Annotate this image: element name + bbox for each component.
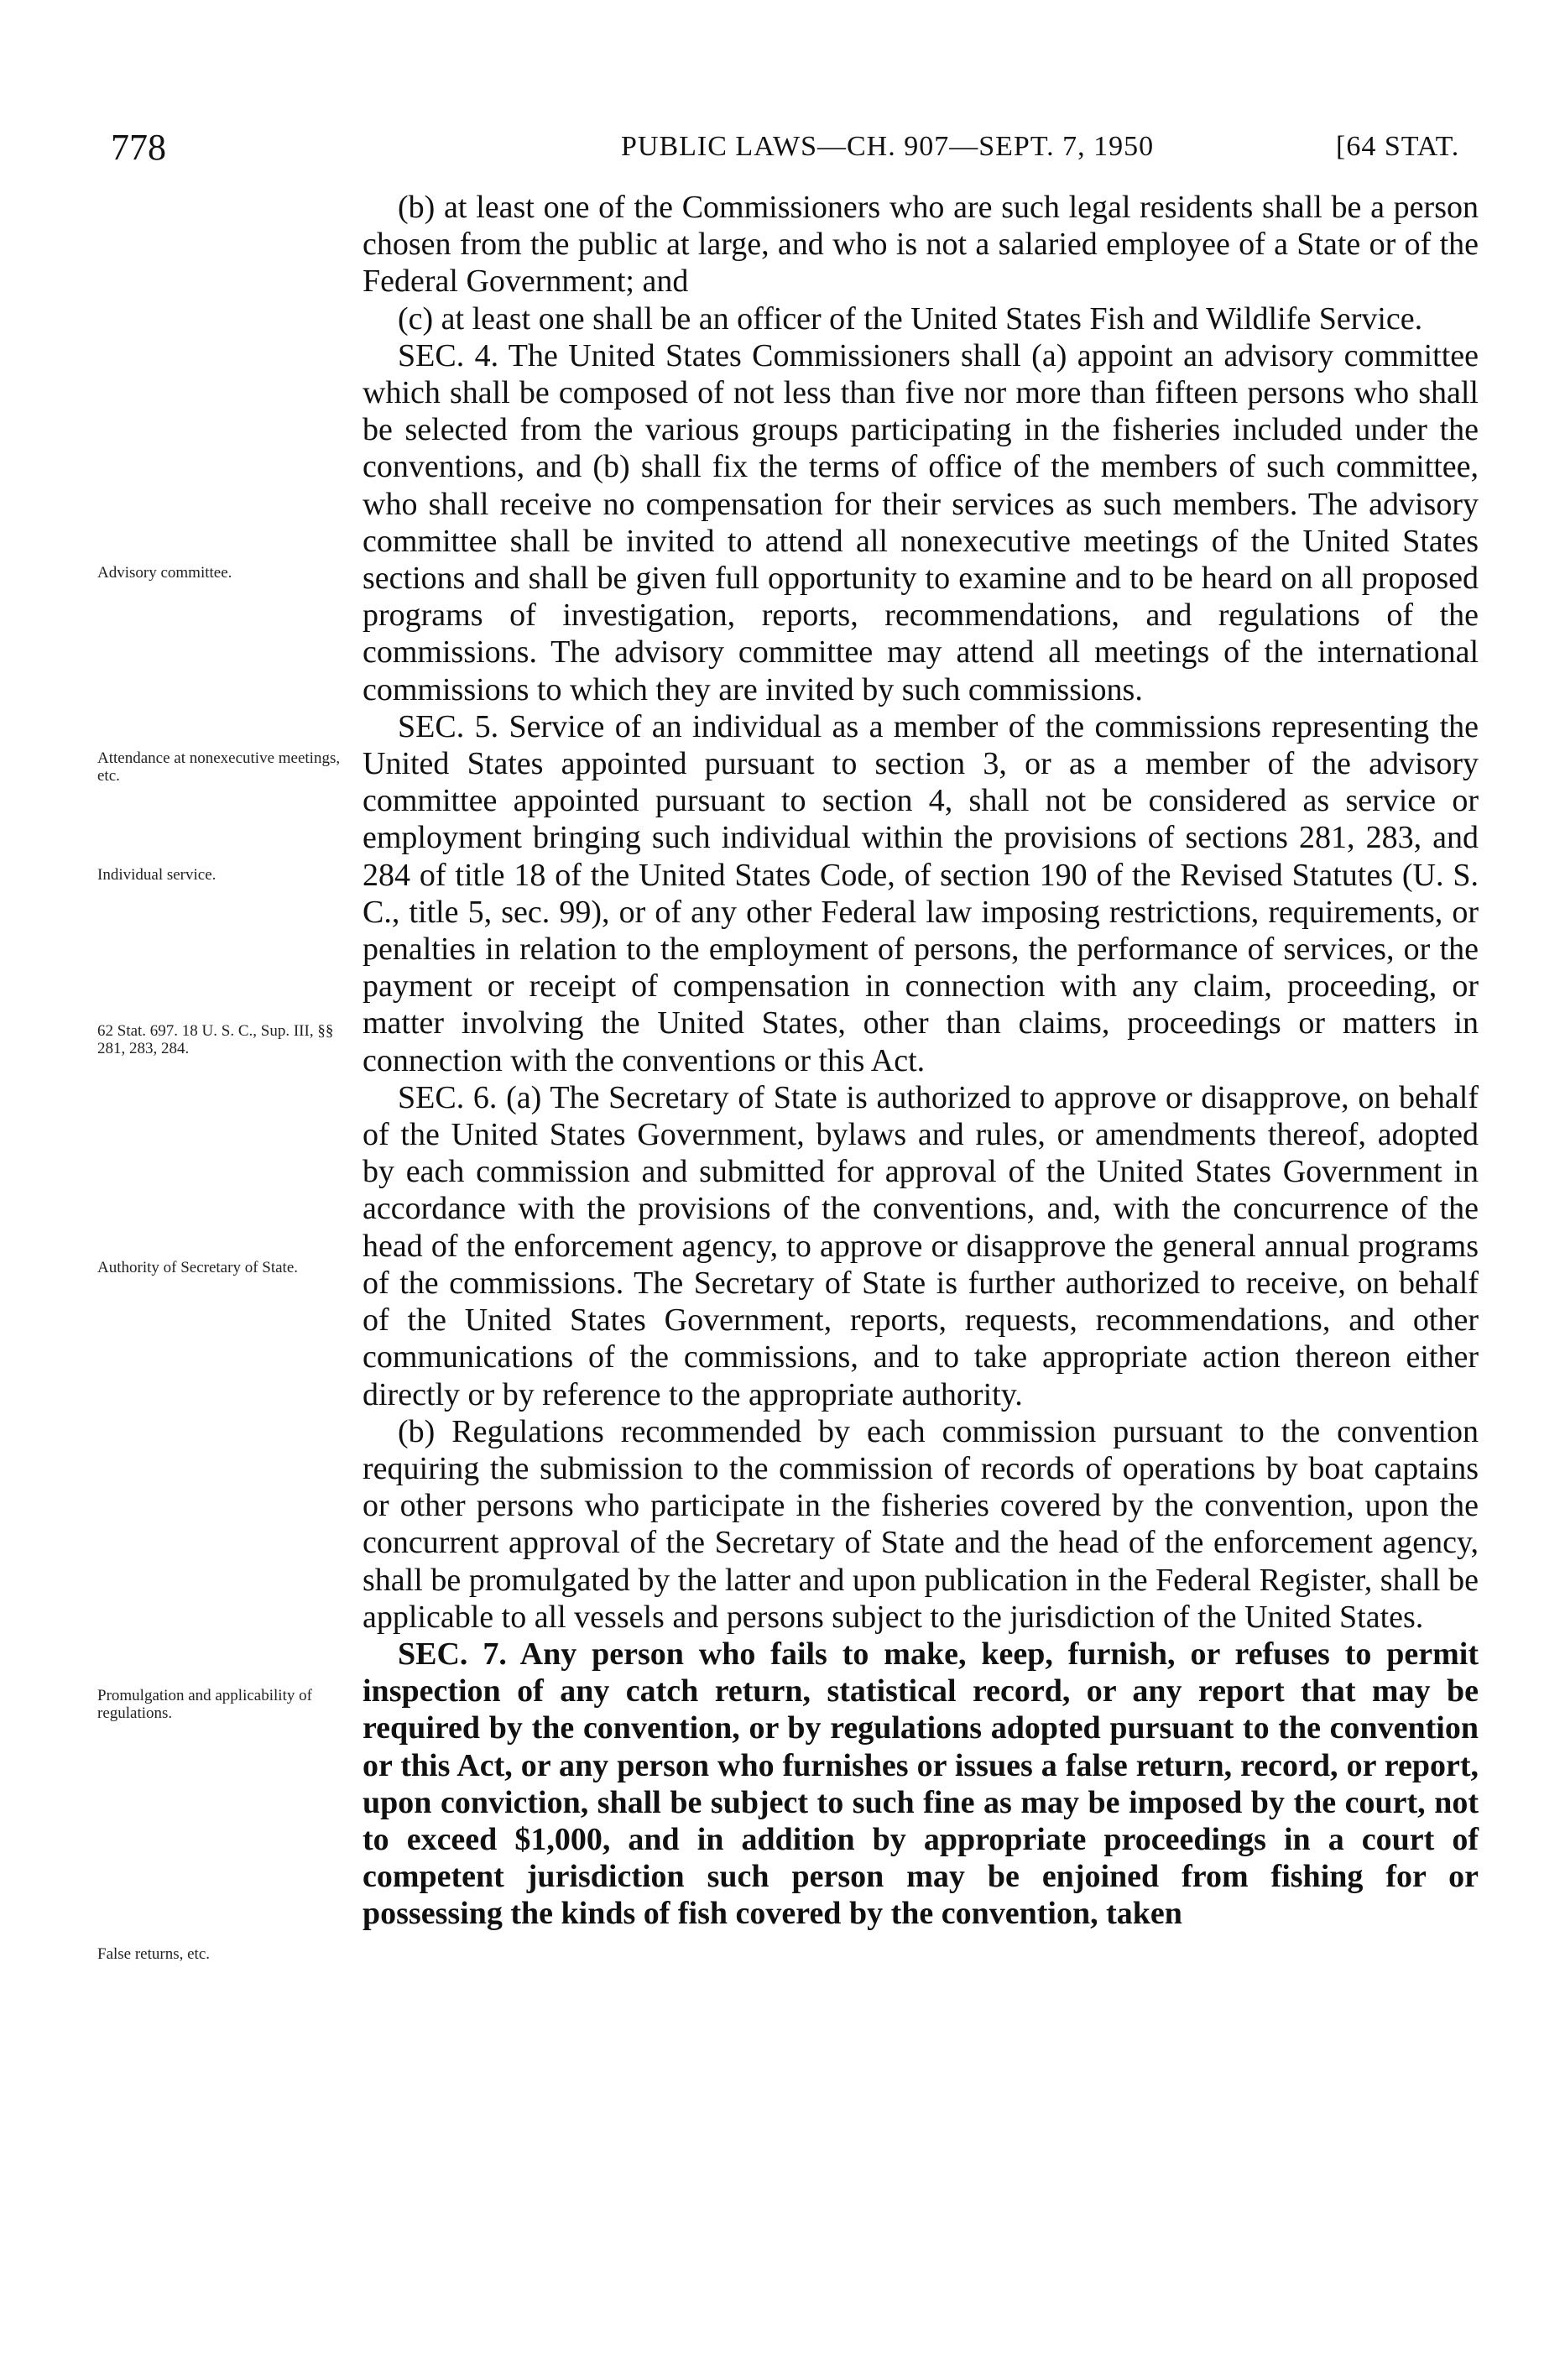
running-head: PUBLIC LAWS—CH. 907—SEPT. 7, 1950	[621, 131, 1155, 162]
margin-note-statute-citation: 62 Stat. 697. 18 U. S. C., Sup. III, §§ 281, 283, 284.	[97, 1022, 334, 1057]
margin-note-individual-service: Individual service.	[97, 866, 216, 884]
paragraph-3c: (c) at least one shall be an officer of the United States Fish and Wildlife Service.	[398, 300, 1423, 337]
page-number: 778	[111, 127, 166, 168]
volume-reference: [64 STAT.	[1336, 131, 1460, 162]
page-header	[0, 126, 1565, 176]
margin-note-attendance: Attendance at nonexecutive meetings, etc.	[97, 749, 341, 785]
paragraph-sec-5: SEC. 5. Service of an individual as a member of the commissions representing the United States appointed pursuant to section 3, or as a member of the advisory committee appointed pursuant to section 4, shall not be considered as service or employment bringing such individual within the provisions of sections 281, 283, and 284 of title 18 of the United States Code, of section 190 of the Revised Statutes (U. S. C., title 5, sec. 99), or of any other Federal law imposing restrictions, requirements, or penalties in relation to the employment of persons, the performance of services, or the payment or receipt of compensation in connection with any claim, proceeding, or matter involving the United States, other than claims, proceedings or matters in connection with the conventions or this Act.	[363, 708, 1479, 1078]
margin-note-regulations: Promulgation and applicability of regulations.	[97, 1687, 312, 1722]
paragraph-3b: (b) at least one of the Commissioners who are such legal residents shall be a person chosen from the public at large, and who is not a salaried employee of a State or of the Federal Government; and	[363, 190, 1479, 300]
paragraph-sec-6a: SEC. 6. (a) The Secretary of State is authorized to approve or disapprove, on behalf of the United States Government, bylaws and rules, or amendments thereof, adopted by each commission and submitted for approval of the United States Government in accordance with the provisions of the conventions, and, with the concurrence of the head of the enforcement agency, to approve or disapprove the general annual programs of the commissions. The Secretary of State is further authorized to receive, on behalf of the United States Government, reports, requests, recommendations, and other communications of the commissions, and to take appropriate action thereon either directly or by reference to the appropriate authority.	[363, 1079, 1479, 1412]
paragraph-sec-4: SEC. 4. The United States Commissioners shall (a) appoint an advisory committee which shall be composed of not less than five nor more than fifteen persons who shall be selected from the various groups participating in the fisheries included under the conventions, and (b) shall fix the terms of office of the members of such committee, who shall receive no compensation for their services as such members. The advisory committee shall be invited to attend all nonexecutive meetings of the United States sections and shall be given full opportunity to examine and to be heard on all proposed programs of investigation, reports, recommendations, and regulations of the commissions. The advisory committee may attend all meetings of the international commissions to which they are invited by such commissions.	[363, 337, 1479, 707]
margin-note-secretary-authority: Authority of Secretary of State.	[97, 1259, 299, 1276]
margin-note-false-returns: False returns, etc.	[97, 1945, 211, 1963]
paragraph-sec-6b: (b) Regulations recommended by each commission pursuant to the convention requiring the submission to the commission of records of operations by boat captains or other persons who participate in the fisheries covered by the convention, upon the concurrent approval of the Secretary of State and the head of the enforcement agency, shall be promulgated by the latter and upon publication in the Federal Register, shall be applicable to all vessels and persons subject to the jurisdiction of the United States.	[363, 1413, 1479, 1635]
margin-note-advisory-committee: Advisory committee.	[97, 564, 232, 582]
paragraph-sec-7: SEC. 7. Any person who fails to make, keep, furnish, or refuses to permit inspection of any catch return, statistical record, or any report that may be required by the convention, or by regulations adopted pursuant to the convention or this Act, or any person who furnishes or issues a false return, record, or report, upon conviction, shall be subject to such fine as may be imposed by the court, not to exceed $1,000, and in addition by appropriate proceedings in a court of competent jurisdiction such person may be enjoined from fishing for or possessing the kinds of fish covered by the convention, taken	[363, 1636, 1479, 1932]
statute-body	[363, 189, 1479, 1933]
